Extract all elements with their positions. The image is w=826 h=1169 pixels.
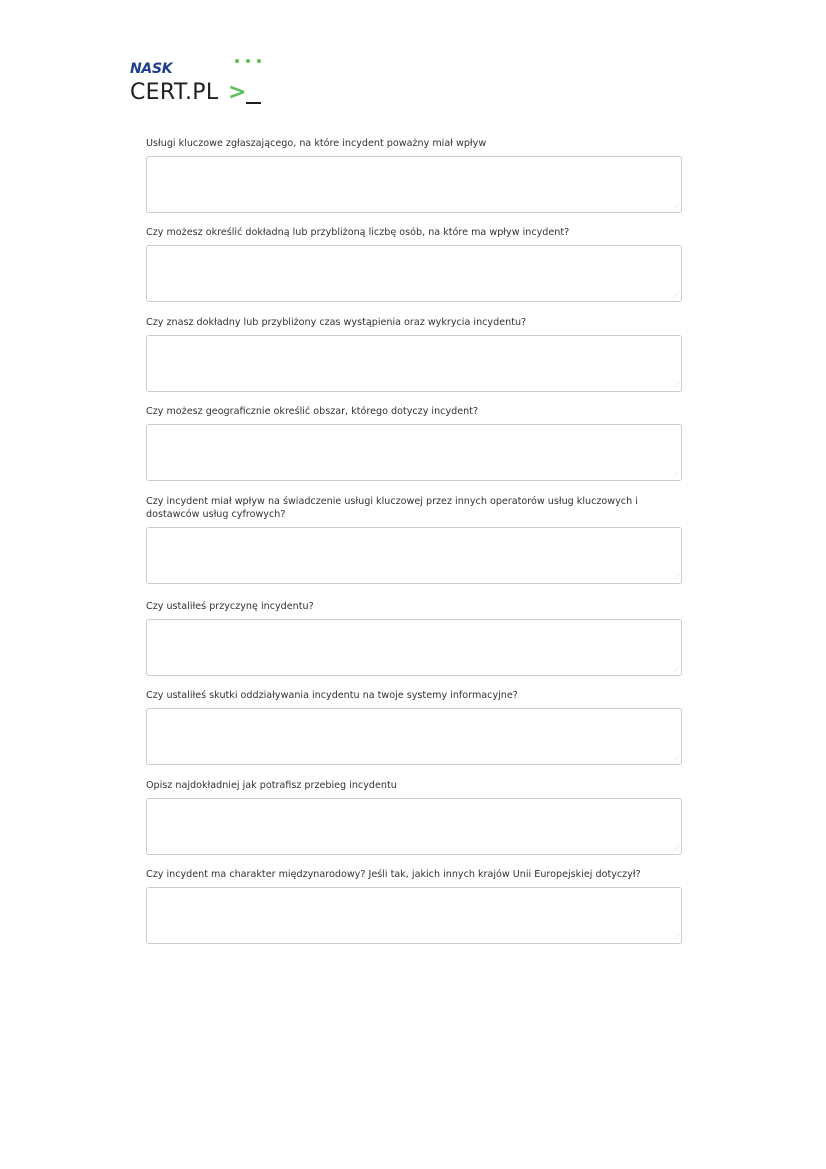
resize-grip-icon[interactable]: ⋰ (673, 755, 679, 762)
answer-textarea[interactable] (146, 887, 682, 944)
field-label: Opisz najdokładniej jak potrafisz przebieg incydentu (146, 780, 397, 791)
answer-textarea[interactable] (146, 335, 682, 392)
resize-grip-icon[interactable]: ⋰ (673, 934, 679, 941)
form-field (146, 779, 682, 855)
resize-grip-icon[interactable]: ⋰ (673, 574, 679, 581)
field-label: Czy możesz geograficznie określić obszar, którego dotyczy incydent? (146, 406, 479, 417)
answer-textarea[interactable] (146, 708, 682, 765)
field-label: Czy ustaliłeś skutki oddziaływania incydentu na twoje systemy informacyjne? (146, 690, 518, 701)
answer-textarea[interactable] (146, 619, 682, 676)
form-field (146, 495, 682, 584)
nask-wordmark: NASK (130, 61, 173, 77)
form-field (146, 405, 682, 481)
cert-wordmark: CERT.PL (130, 80, 219, 105)
form-field (146, 600, 682, 676)
logo-cursor-icon (246, 102, 261, 104)
resize-grip-icon[interactable]: ⋰ (673, 203, 679, 210)
form-field (146, 226, 682, 302)
form-field (146, 868, 682, 944)
field-label: Czy ustaliłeś przyczynę incydentu? (146, 601, 314, 612)
answer-textarea[interactable] (146, 424, 682, 481)
logo-dots-icon (235, 58, 265, 66)
form-field (146, 316, 682, 392)
resize-grip-icon[interactable]: ⋰ (673, 382, 679, 389)
resize-grip-icon[interactable]: ⋰ (673, 471, 679, 478)
answer-textarea[interactable] (146, 156, 682, 213)
answer-textarea[interactable] (146, 798, 682, 855)
resize-grip-icon[interactable]: ⋰ (673, 845, 679, 852)
field-label: Usługi kluczowe zgłaszającego, na które incydent poważny miał wpływ (146, 138, 487, 149)
field-label: Czy możesz określić dokładną lub przybliżoną liczbę osób, na które ma wpływ incydent? (146, 227, 570, 238)
form-field (146, 137, 682, 213)
page-bottom-blank (0, 951, 826, 1169)
resize-grip-icon[interactable]: ⋰ (673, 666, 679, 673)
nask-cert-logo (130, 58, 270, 108)
field-label: Czy incydent miał wpływ na świadczenie usługi kluczowej przez innych operatorów usług kluczowych i dostawców usług cyfrowych? (146, 496, 638, 520)
field-label: Czy incydent ma charakter międzynarodowy? Jeśli tak, jakich innych krajów Unii Europejskiej dotyczył? (146, 869, 641, 880)
logo-prompt-icon: > (228, 80, 247, 105)
answer-textarea[interactable] (146, 245, 682, 302)
answer-textarea[interactable] (146, 527, 682, 584)
field-label: Czy znasz dokładny lub przybliżony czas wystąpienia oraz wykrycia incydentu? (146, 317, 527, 328)
resize-grip-icon[interactable]: ⋰ (673, 292, 679, 299)
form-field (146, 689, 682, 765)
